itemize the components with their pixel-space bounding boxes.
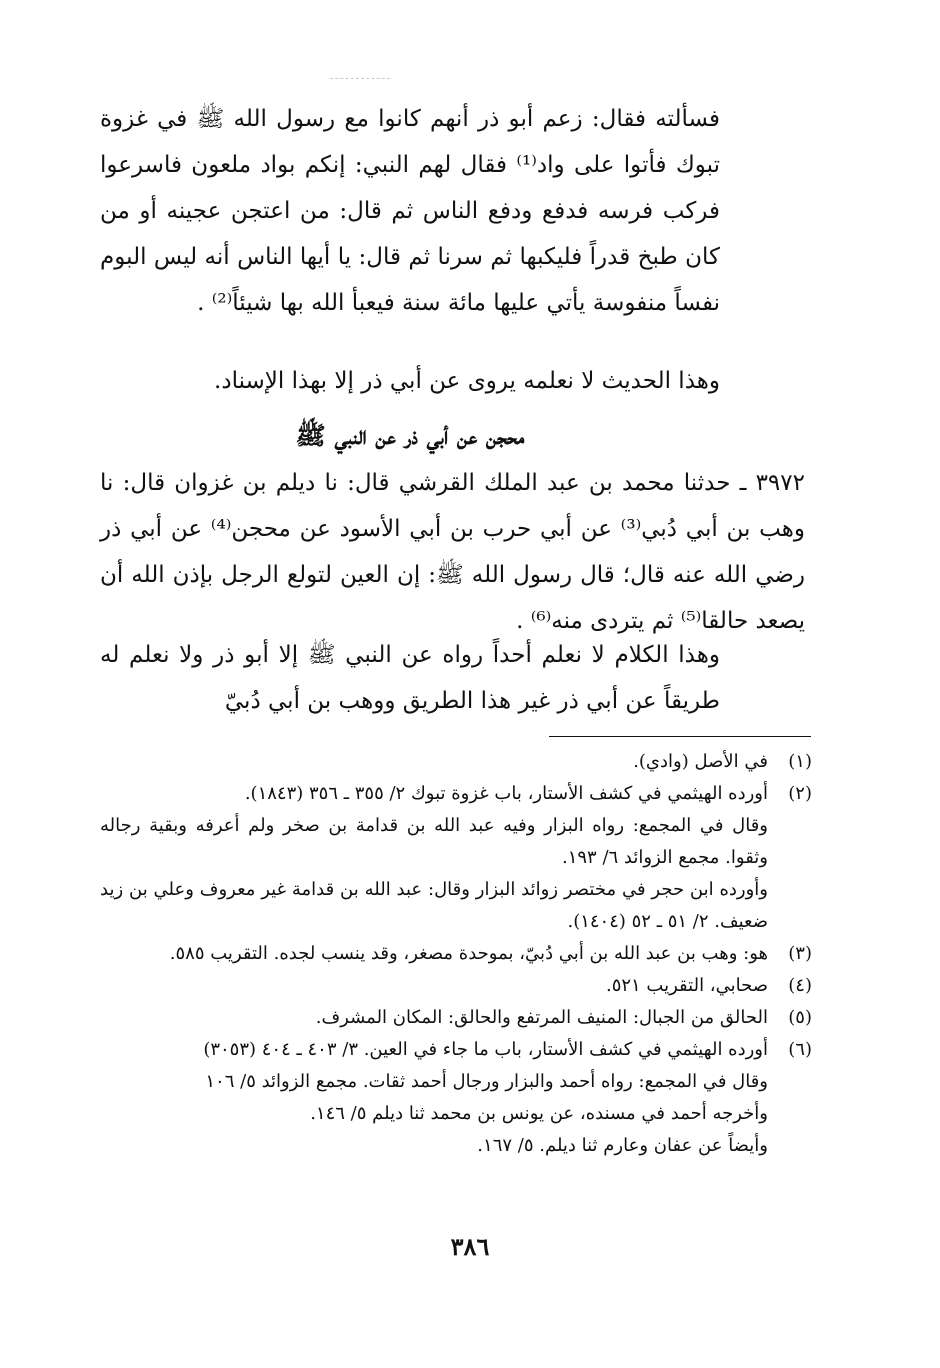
- footnote-line: وأخرجه أحمد في مسنده، عن يونس بن محمد ثنا ديلم ٥/ ١٤٦.: [310, 1103, 768, 1124]
- footnote-number: (١): [788, 751, 812, 772]
- footnotes: [100, 746, 812, 1162]
- footnote-line: هو: وهب بن عبد الله بن أبي دُبيّ، بموحدة مصغر، وقد ينسب لجده. التقريب ٥٨٥.: [169, 943, 768, 964]
- footnote-divider: [549, 736, 811, 737]
- paragraph-2: وهذا الحديث لا نعلمه يروى عن أبي ذر إلا بهذا الإسناد.: [214, 368, 720, 394]
- footnote-number: (٢): [788, 783, 812, 804]
- hadith-number: ٣٩٧٢ ـ: [739, 470, 805, 496]
- footnote-number: (٤): [788, 975, 812, 996]
- footnote-line: أورده الهيثمي في كشف الأستار، باب ما جاء في العين. ٣/ ٤٠٣ ـ ٤٠٤ (٣٠٥٣): [203, 1039, 768, 1060]
- footnote-6: [100, 1034, 812, 1162]
- section-heading: محجن عن أبي ذر عن النبي ﷺ: [295, 421, 525, 450]
- footnote-line: أورده الهيثمي في كشف الأستار، باب غزوة تبوك ٢/ ٣٥٥ ـ ٣٥٦ (١٨٤٣).: [244, 783, 768, 804]
- footnote-line: صحابي، التقريب ٥٢١.: [605, 975, 768, 996]
- footnote-number: (٥): [788, 1007, 812, 1028]
- paragraph-1: فسألته فقال: زعم أبو ذر أنهم كانوا مع رسول الله ﷺ في غزوة تبوك فأتوا على واد⁽¹⁾ فقال لهم النبي: إنكم بواد ملعون فاسرعوا فركب فرسه فدفع ودفع الناس ثم قال: من اعتجن عجينه أو من كان طبخ قدراً فليكبها ثم سرنا ثم قال: يا أيها الناس أنه ليس البوم نفساً منفوسة يأتي عليها مائة سنة فيعبأ الله بها شيئاً⁽²⁾ .: [100, 106, 720, 316]
- footnote-number: (٦): [788, 1039, 812, 1060]
- hadith-text: حدثنا محمد بن عبد الملك القرشي قال: نا ديلم بن غزوان قال: نا وهب بن أبي دُبي⁽³⁾ عن أبي حرب بن أبي الأسود عن محجن⁽⁴⁾ عن أبي ذر رضي الله عنه قال؛ قال رسول الله ﷺ: إن العين لتولع الرجل بإذن الله أن يصعد حالقا⁽⁵⁾ ثم يتردى منه⁽⁶⁾ .: [100, 470, 806, 634]
- footnote-3: [100, 938, 812, 970]
- footnote-line: في الأصل (وادي).: [633, 751, 768, 772]
- footnote-1: [100, 746, 812, 778]
- footnote-line: وأورده ابن حجر في مختصر زوائد البزار وقال: عبد الله بن قدامة غير معروف وعلي بن زيد ضعيف. ٢/ ٥١ ـ ٥٢ (١٤٠٤).: [100, 879, 768, 932]
- footnote-line: وقال في المجمع: رواه أحمد والبزار ورجال أحمد ثقات. مجمع الزوائد ٥/ ١٠٦: [205, 1071, 768, 1092]
- footnote-4: [100, 970, 812, 1002]
- paragraph-3: وهذا الكلام لا نعلم أحداً رواه عن النبي ﷺ إلا أبو ذر ولا نعلم له طريقاً عن أبي ذر غير هذا الطريق ووهب بن أبي دُبيّ: [100, 642, 720, 714]
- footnote-line: الحالق من الجبال: المنيف المرتفع والحالق: المكان المشرف.: [315, 1007, 768, 1028]
- footnote-line: وأيضاً عن عفان وعارم ثنا ديلم. ٥/ ١٦٧.: [477, 1135, 768, 1156]
- page-number: ٣٨٦: [450, 1232, 490, 1261]
- footnote-5: [100, 1002, 812, 1034]
- scan-artifact: [330, 78, 390, 79]
- footnote-2: [100, 778, 812, 938]
- footnote-number: (٣): [788, 943, 812, 964]
- footnote-line: وقال في المجمع: رواه البزار وفيه عبد الله بن قدامة بن صخر ولم أعرفه وبقية رجاله وثقوا. مجمع الزوائد ٦/ ١٩٣.: [100, 815, 768, 868]
- hadith-entry: [100, 460, 805, 644]
